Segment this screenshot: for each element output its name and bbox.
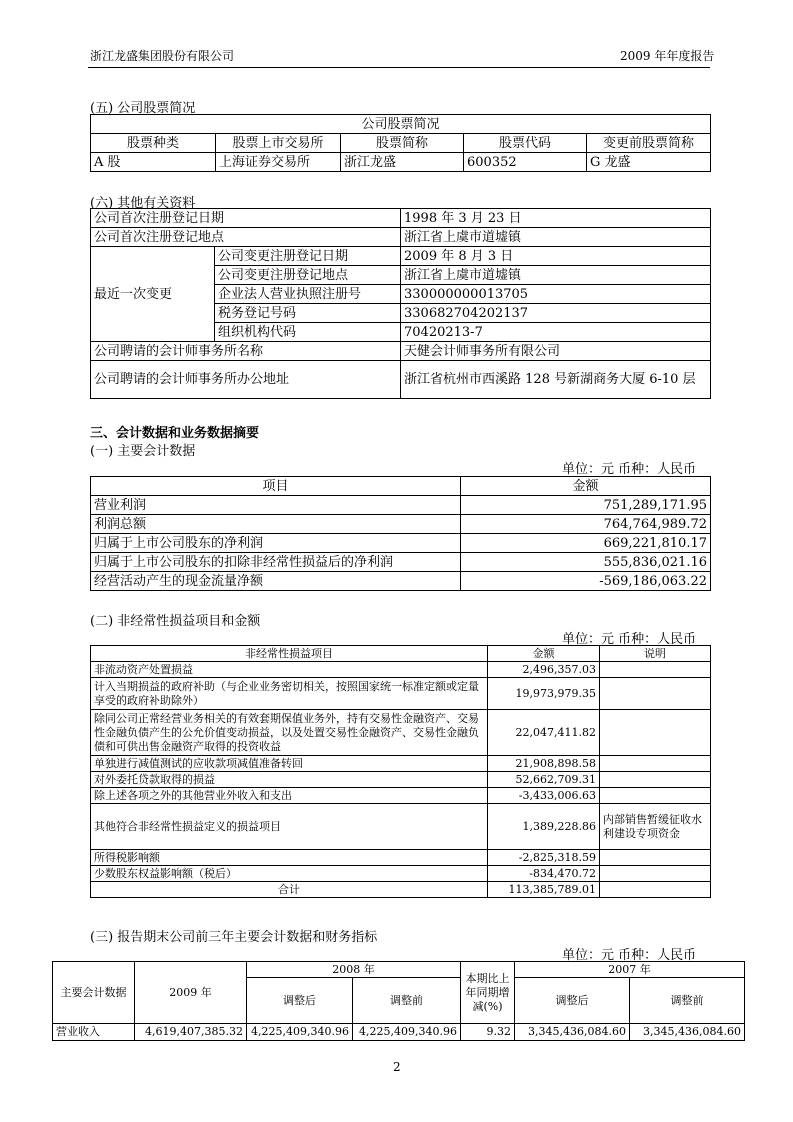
- nonrecurring-table: [90, 645, 711, 898]
- nr-note: [600, 788, 711, 804]
- three-col-change: 本期比上年同期增减(%): [461, 962, 515, 1024]
- first-reg-place-label: 公司首次注册登记地点: [91, 228, 401, 247]
- recent-change-label: 最近一次变更: [91, 247, 215, 342]
- nr-note: [600, 850, 711, 866]
- other-table: [90, 208, 711, 399]
- stock-section-title: (五) 公司股票简况: [90, 101, 196, 116]
- nr-item: 少数股东权益影响额（税后）: [91, 866, 488, 882]
- first-reg-date: 1998 年 3 月 23 日: [401, 209, 711, 228]
- nr-item: 单独进行减值测试的应收款项减值准备转回: [91, 756, 488, 772]
- unit-label-1: 单位：元 币种：人民币: [562, 462, 697, 477]
- nr-col-item: 非经常性损益项目: [91, 646, 488, 662]
- main-data-table: [90, 476, 711, 591]
- unit-label-3: 单位：元 币种：人民币: [562, 948, 697, 963]
- stock-prev-short: G 龙盛: [587, 153, 711, 172]
- change-label: 公司变更注册登记日期: [215, 247, 401, 266]
- nr-item: 计入当期损益的政府补助（与企业业务密切相关，按照国家统一标准定额或定量享受的政府补助除外）: [91, 678, 488, 710]
- change-label: 公司变更注册登记地点: [215, 266, 401, 285]
- stock-table: [90, 114, 711, 172]
- main-amount: 669,221,810.17: [461, 534, 711, 553]
- change-value: 70420213-7: [401, 323, 711, 342]
- three-col-2008: 2008 年: [247, 962, 461, 978]
- nr-note: [600, 772, 711, 788]
- change-value: 2009 年 8 月 3 日: [401, 247, 711, 266]
- nr-col-note: 说明: [600, 646, 711, 662]
- accountant-name-label: 公司聘请的会计师事务所名称: [91, 342, 401, 361]
- nr-note: [600, 710, 711, 756]
- three-col-2008-before: 调整前: [353, 978, 461, 1024]
- nr-amount: 21,908,898.58: [488, 756, 600, 772]
- main-col-item: 项目: [91, 477, 461, 496]
- accountant-addr-label: 公司聘请的会计师事务所办公地址: [91, 361, 401, 399]
- main-item: 归属于上市公司股东的扣除非经常性损益后的净利润: [91, 553, 461, 572]
- three-row-2007-after: 3,345,436,084.60: [515, 1024, 630, 1041]
- nr-col-amount: 金额: [488, 646, 600, 662]
- stock-type: A 股: [91, 153, 216, 172]
- stock-col-code: 股票代码: [464, 134, 587, 153]
- header-rule: [88, 67, 710, 68]
- three-row-item: 营业收入: [53, 1024, 135, 1041]
- three-col-2007-after: 调整后: [515, 978, 630, 1024]
- nr-amount: 19,973,979.35: [488, 678, 600, 710]
- stock-short: 浙江龙盛: [341, 153, 464, 172]
- three-row-2009: 4,619,407,385.32: [135, 1024, 247, 1041]
- change-value: 330000000013705: [401, 285, 711, 304]
- three-col-item: 主要会计数据: [53, 962, 135, 1024]
- first-reg-place: 浙江省上虞市道墟镇: [401, 228, 711, 247]
- change-label: 税务登记号码: [215, 304, 401, 323]
- three-row-2007-before: 3,345,436,084.60: [630, 1024, 745, 1041]
- stock-exchange: 上海证券交易所: [216, 153, 341, 172]
- main-amount: 764,764,989.72: [461, 515, 711, 534]
- stock-col-exchange: 股票上市交易所: [216, 134, 341, 153]
- nr-amount: -3,433,006.63: [488, 788, 600, 804]
- part3-title: 三、会计数据和业务数据摘要: [90, 426, 260, 441]
- change-label: 企业法人营业执照注册号: [215, 285, 401, 304]
- nr-note: [600, 662, 711, 678]
- change-value: 330682704202137: [401, 304, 711, 323]
- three-row-2008-before: 4,225,409,340.96: [353, 1024, 461, 1041]
- main-item: 利润总额: [91, 515, 461, 534]
- nr-amount: 1,389,228.86: [488, 804, 600, 850]
- nr-item: 除上述各项之外的其他营业外收入和支出: [91, 788, 488, 804]
- header-report: 2009 年年度报告: [620, 49, 715, 63]
- nr-item: 其他符合非经常性损益定义的损益项目: [91, 804, 488, 850]
- change-label: 组织机构代码: [215, 323, 401, 342]
- nr-item: 非流动资产处置损益: [91, 662, 488, 678]
- accountant-name: 天健会计师事务所有限公司: [401, 342, 711, 361]
- first-reg-date-label: 公司首次注册登记日期: [91, 209, 401, 228]
- stock-table-title: 公司股票简况: [91, 115, 711, 134]
- unit-label-2: 单位：元 币种：人民币: [562, 632, 697, 647]
- three-col-2009: 2009 年: [135, 962, 247, 1024]
- stock-col-prev-short: 变更前股票简称: [587, 134, 711, 153]
- part3-sub2: (二) 非经常性损益项目和金额: [90, 614, 261, 629]
- nr-amount: -2,825,318.59: [488, 850, 600, 866]
- main-col-amount: 金额: [461, 477, 711, 496]
- part3-sub1: (一) 主要会计数据: [90, 444, 196, 459]
- main-amount: 555,836,021.16: [461, 553, 711, 572]
- nr-amount: 52,662,709.31: [488, 772, 600, 788]
- nr-amount: 22,047,411.82: [488, 710, 600, 756]
- nr-total-note: [600, 882, 711, 898]
- main-amount: -569,186,063.22: [461, 572, 711, 591]
- main-item: 营业利润: [91, 496, 461, 515]
- other-section-title: (六) 其他有关资料: [90, 196, 196, 211]
- stock-col-short: 股票简称: [341, 134, 464, 153]
- nr-item: 所得税影响额: [91, 850, 488, 866]
- main-item: 经营活动产生的现金流量净额: [91, 572, 461, 591]
- nr-item: 除同公司正常经营业务相关的有效套期保值业务外，持有交易性金融资产、交易性金融负债产生的公允价值变动损益，以及处置交易性金融资产、交易性金融负债和可供出售金融资产取得的投资收益: [91, 710, 488, 756]
- nr-note: [600, 756, 711, 772]
- change-value: 浙江省上虞市道墟镇: [401, 266, 711, 285]
- stock-code: 600352: [464, 153, 587, 172]
- three-col-2007-before: 调整前: [630, 978, 745, 1024]
- three-col-2007: 2007 年: [515, 962, 745, 978]
- nr-amount: 2,496,357.03: [488, 662, 600, 678]
- nr-note: 内部销售暂缓征收水利建设专项资金: [600, 804, 711, 850]
- main-amount: 751,289,171.95: [461, 496, 711, 515]
- nr-total-amount: 113,385,789.01: [488, 882, 600, 898]
- nr-total-label: 合计: [91, 882, 488, 898]
- nr-note: [600, 678, 711, 710]
- nr-amount: -834,470.72: [488, 866, 600, 882]
- nr-item: 对外委托贷款取得的损益: [91, 772, 488, 788]
- accountant-addr: 浙江省杭州市西溪路 128 号新湖商务大厦 6-10 层: [401, 361, 711, 399]
- part3-sub3: (三) 报告期末公司前三年主要会计数据和财务指标: [90, 930, 378, 945]
- stock-col-type: 股票种类: [91, 134, 216, 153]
- three-year-table: [52, 961, 745, 1041]
- three-row-change: 9.32: [461, 1024, 515, 1041]
- three-row-2008-after: 4,225,409,340.96: [247, 1024, 353, 1041]
- page-number: 2: [393, 1060, 401, 1074]
- main-item: 归属于上市公司股东的净利润: [91, 534, 461, 553]
- header-company: 浙江龙盛集团股份有限公司: [90, 49, 235, 63]
- three-col-2008-after: 调整后: [247, 978, 353, 1024]
- nr-note: [600, 866, 711, 882]
